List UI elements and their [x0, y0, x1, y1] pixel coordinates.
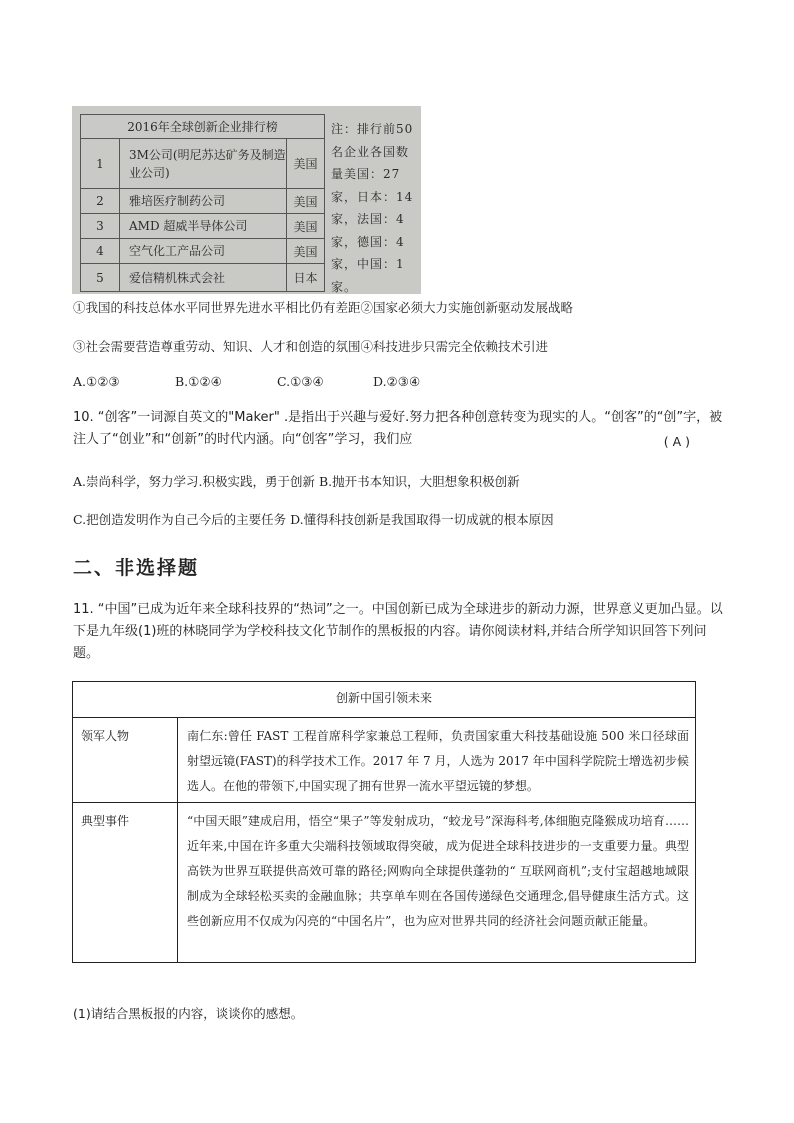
- ranking-note: 注：排行前50名企业各国数量美国：27家，日本：14家，法国：4家，德国：4家，中国：1家。: [331, 122, 414, 294]
- country-cell: 日本: [293, 271, 318, 285]
- table-row: [81, 239, 324, 264]
- row-content: “中国天眼”建成启用，悟空“果子”等发射成功，“蛟龙号”深海科考,体细胞克隆猴成功培育……近年来,中国在许多重大尖端科技领域取得突破，成为促进全球科技进步的一支重要力量。典型高铁为世界互联提供高效可靠的路径;网购向全球提供蓬勃的“ 互联网商机”;支付宝超越地域限制成为全球轻松买卖的金融血脉；共享单车则在各国传递绿色交通理念,倡导健康生活方式。这些创新应用不仅成为闪亮的“中国名片”，也为应对世界共同的经济社会问题贡献正能量。: [187, 814, 689, 928]
- table-row: [81, 139, 324, 189]
- rank-cell: 3: [81, 214, 120, 238]
- choice-a: A.①②③: [73, 374, 120, 389]
- row-content: 南仁东:曾任 FAST 工程首席科学家兼总工程师，负责国家重大科技基础设施 500 米口径球面射望远镜(FAST)的科学技术工作。2017 年 7 月，人选为 2017 年中国科学院院士增选初步候选人。在他的带领下,中国实现了拥有世界一流水平望远镜的梦想。: [187, 729, 689, 793]
- table-row: [81, 264, 324, 291]
- company-cell: 爱信精机株式会社: [119, 264, 287, 291]
- company-cell: 空气化工产品公司: [119, 239, 287, 263]
- row-label: 领军人物: [81, 729, 130, 743]
- rank-cell: 5: [81, 264, 120, 291]
- question-10-answer: ( A ): [663, 434, 690, 449]
- table-row: [81, 214, 324, 239]
- rank-cell: 2: [81, 189, 120, 213]
- rank-cell: 1: [81, 139, 120, 188]
- ranking-table: [80, 114, 325, 292]
- country-cell: 美国: [293, 219, 318, 234]
- company-cell: 雅培医疗制药公司: [119, 189, 287, 213]
- company-cell: 3M公司(明尼苏达矿务及制造业公司): [119, 139, 287, 188]
- board-row-leader: [73, 718, 695, 803]
- choice-c: C.①③④: [277, 374, 324, 389]
- q10-options-line-1: A.崇尚科学，努力学习.积极实践，勇于创新 B.抛开书本知识，大胆想象积极创新: [73, 474, 520, 489]
- options-line-1: ①我国的科技总体水平同世界先进水平相比仍有差距②国家必须大力实施创新驱动发展战略: [73, 300, 574, 315]
- rank-cell: 4: [81, 239, 120, 263]
- board-row-events: [73, 803, 695, 962]
- options-line-2: ③社会需要营造尊重劳动、知识、人才和创造的氛围④科技进步只需完全依赖技术引进: [73, 339, 549, 354]
- table-row: [81, 189, 324, 214]
- sub-question-1: (1)请结合黑板报的内容，谈谈你的感想。: [73, 1006, 304, 1021]
- q10-options-line-2: C.把创造发明作为自己今后的主要任务 D.懂得科技创新是我国取得一切成就的根本原因: [73, 512, 554, 527]
- blackboard-table: [72, 681, 696, 963]
- ranking-table-photo: [72, 106, 421, 294]
- question-10: 10. “创客”一词源自英文的"Maker" .是指出于兴趣与爱好.努力把各种创意转变为现实的人。“创客”的“创”字，被注人了“创业”和“创新”的时代内涵。向“创客”学习，我们应: [73, 410, 723, 447]
- section-heading: 二、非选择题: [73, 557, 200, 579]
- company-cell: AMD 超威半导体公司: [119, 214, 287, 238]
- row-label: 典型事件: [81, 814, 130, 828]
- question-11: 11. “中国”已成为近年来全球科技界的“热词”之一。中国创新已成为全球进步的新动力源，世界意义更加凸显。以下是九年级(1)班的林晓同学为学校科技文化节制作的黑板报的内容。请你阅读材料,并结合所学知识回答下列问题。: [73, 602, 723, 661]
- board-title: 创新中国引领未来: [73, 682, 695, 718]
- choice-d: D.②③④: [373, 374, 421, 389]
- country-cell: 美国: [293, 194, 318, 209]
- choice-b: B.①②④: [175, 374, 222, 389]
- country-cell: 美国: [293, 157, 318, 171]
- ranking-table-title: 2016年全球创新企业排行榜: [81, 115, 324, 139]
- country-cell: 美国: [293, 244, 318, 259]
